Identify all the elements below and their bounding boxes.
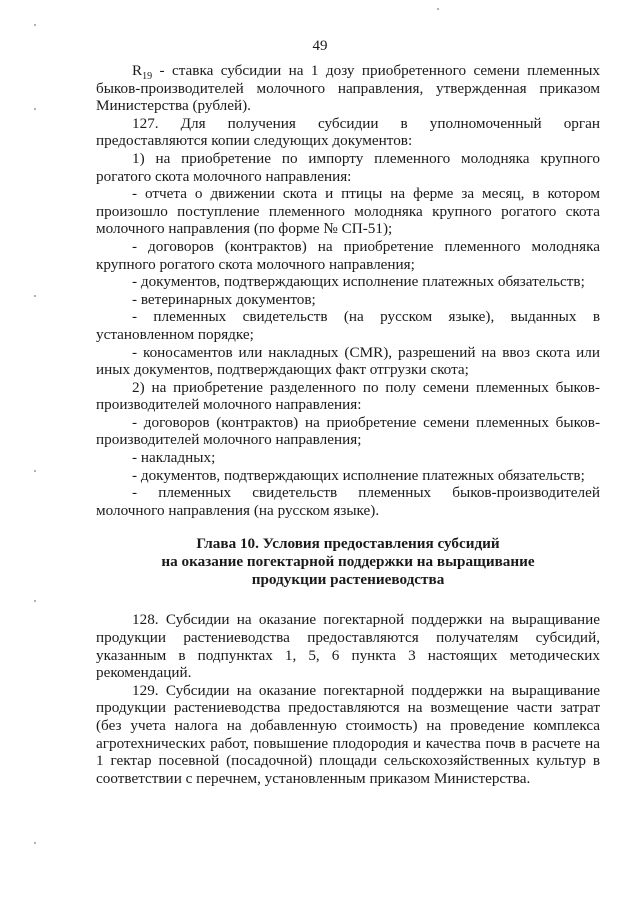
paragraph-127-1: 1) на приобретение по импорту племенного молодняка крупного рогатого скота молочного направления: — [96, 149, 600, 185]
r19-symbol: R — [132, 62, 143, 79]
paragraph-127-2: 2) на приобретение разделенного по полу семени племенных быков-производителей молочного направления: — [96, 378, 600, 414]
page-number: 49 — [312, 38, 328, 54]
list-item: - документов, подтверждающих исполнение платежных обязательств; — [132, 466, 585, 484]
chapter-heading-line: Глава 10. Условия предоставления субсидий — [196, 535, 500, 553]
list-item: - накладных; — [132, 449, 216, 467]
scan-speck — [34, 600, 36, 602]
list-item: - племенных свидетельств (на русском языке), выданных в установленном порядке; — [96, 308, 600, 343]
spacer — [96, 589, 600, 611]
list-item: - документов, подтверждающих исполнение платежных обязательств; — [132, 273, 585, 291]
scan-speck — [437, 8, 439, 10]
paragraph-r19 — [96, 62, 600, 115]
scan-speck — [34, 108, 36, 110]
r19-text: - ставка субсидии на 1 дозу приобретенного семени племенных быков-производителей молочного направления, утвержденная приказом Министерства (рублей). — [96, 62, 600, 115]
list-item: - коносаментов или накладных (CMR), разрешений на ввоз скота или иных документов, подтверждающих факт отгрузки скота; — [96, 343, 600, 379]
spacer — [96, 519, 600, 535]
paragraph-127: 127. Для получения субсидии в уполномоченный орган предоставляются копии следующих документов: — [96, 114, 600, 150]
paragraph-128: 128. Субсидии на оказание погектарной поддержки на выращивание продукции растениеводства предоставляются получателям субсидий, указанным в подпунктах 1, 5, 6 пункта 3 настоящих методических рекомендаций. — [96, 611, 600, 682]
scan-speck — [34, 24, 36, 26]
r19-subscript: 19 — [142, 71, 153, 83]
chapter-heading — [96, 535, 600, 589]
page-body — [96, 62, 600, 787]
list-item: - договоров (контрактов) на приобретение семени племенных быков-производителей молочного направления; — [96, 413, 600, 449]
scan-speck — [34, 470, 36, 472]
list-item: - договоров (контрактов) на приобретение племенного молодняка крупного рогатого скота молочного направления; — [96, 237, 600, 273]
list-item: - отчета о движении скота и птицы на ферме за месяц, в котором произошло поступление племенного молодняка крупного рогатого скота молочного направления (по форме № СП-51); — [96, 185, 600, 238]
scan-speck — [34, 295, 36, 297]
list-item: - ветеринарных документов; — [132, 290, 316, 308]
paragraph-129: 129. Субсидии на оказание погектарной поддержки на выращивание продукции растениеводства предоставляются на возмещение части затрат (без учета налога на добавленную стоимость) на проведение комплекса агротехнических работ, повышение плодородия и качества почв в расчете на 1 гектар посевной (посадочной) площади сельскохозяйственных культур в соответствии с перечнем, установленным приказом Министерства. — [96, 681, 600, 787]
list-item: - племенных свидетельств племенных быков-производителей молочного направления (на русском языке). — [96, 484, 600, 519]
scan-speck — [34, 842, 36, 844]
chapter-heading-line: на оказание погектарной поддержки на выращивание — [161, 553, 535, 571]
chapter-heading-line: продукции растениеводства — [251, 571, 445, 589]
